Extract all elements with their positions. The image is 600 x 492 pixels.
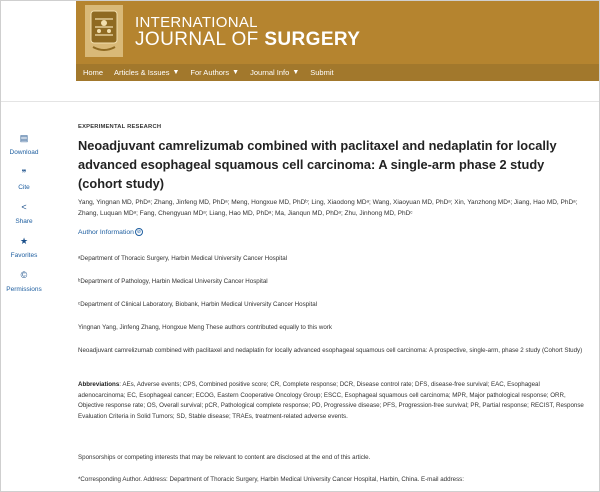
nav-item-label: Journal Info	[250, 68, 290, 77]
author-information-link[interactable]	[78, 228, 143, 236]
chevron-down-icon: ▼	[172, 69, 180, 76]
corresponding-author: *Corresponding Author. Address: Department of Thoracic Surgery, Harbin Medical University Cancer Hospital, Harbin, China. E-mail address:	[78, 476, 464, 483]
article-kicker: EXPERIMENTAL RESEARCH	[78, 124, 162, 130]
nav-item-home[interactable]	[83, 68, 103, 77]
sidebar-item-cite[interactable]	[1, 169, 47, 191]
abbreviations-text: : AEs, Adverse events; CPS, Combined positive score; CR, Complete response; DCR, Disease control rate; DFS, disease-free survival; EAC, Esophageal adenocarcinoma; EC, Esophageal cancer; ECOG, Eastern Cooperative Oncology Group; ESCC, Esophageal squamous cell carcinoma; MPR, Major pathological response; ORR, Objective response rate; OS, Overall survival; pCR, Pathological complete response; PD, Progressive disease; PFS, Progression-free survival; PR, Partial response; RECIST, Response Evaluation Criteria in Solid Tumors; SD, Stable disease; TRAEs, treatment-related adverse events.	[78, 381, 584, 420]
header-divider	[1, 101, 600, 102]
expand-icon: ⊘	[136, 229, 142, 235]
star-icon: ★	[19, 236, 29, 246]
sidebar-item-label: Permissions	[6, 286, 42, 293]
nav-item-label: Submit	[310, 68, 334, 77]
share-icon: <	[21, 202, 27, 212]
nav-item-label: For Authors	[190, 68, 230, 77]
sidebar-item-favorites[interactable]	[1, 237, 47, 259]
main-nav	[83, 64, 345, 81]
article-title: Neoadjuvant camrelizumab combined with paclitaxel and nedaplatin for locally advanced esophageal squamous cell carcinoma: A single-arm phase 2 study (cohort study)	[78, 138, 557, 191]
sidebar-item-download[interactable]	[1, 134, 47, 156]
sidebar-item-label: Share	[15, 218, 33, 225]
journal-logo[interactable]	[85, 5, 123, 57]
nav-item-submit[interactable]	[310, 68, 333, 77]
affiliation-c: ᶜDepartment of Clinical Laboratory, Biobank, Harbin Medical University Cancer Hospital	[78, 301, 318, 308]
nav-item-articles[interactable]	[114, 68, 179, 77]
quote-icon: ❞	[21, 168, 27, 178]
nav-item-journal-info[interactable]	[250, 68, 299, 77]
sidebar-item-share[interactable]	[1, 203, 47, 225]
sidebar-item-label: Cite	[18, 184, 30, 191]
author-information-label: Author Information	[78, 228, 134, 236]
affiliation-a: ᵃDepartment of Thoracic Surgery, Harbin Medical University Cancer Hospital	[78, 255, 288, 262]
chevron-down-icon: ▼	[232, 69, 240, 76]
abbreviations	[78, 380, 588, 422]
nav-item-for-authors[interactable]	[190, 68, 239, 77]
equal-contribution-note: Yingnan Yang, Jinfeng Zhang, Hongxue Meng These authors contributed equally to this work	[78, 324, 332, 331]
crest-icon	[85, 5, 123, 57]
sidebar-item-label: Favorites	[10, 252, 38, 259]
nav-item-label: Articles & Issues	[114, 68, 170, 77]
brand-line-1: INTERNATIONAL	[135, 14, 258, 31]
copyright-icon: ©	[20, 270, 28, 280]
brand-line-2-prefix: JOURNAL OF	[135, 29, 265, 50]
chevron-down-icon: ▼	[292, 69, 300, 76]
sidebar-item-label: Download	[9, 149, 39, 156]
author-list: Yang, Yingnan MD, PhDᵃ; Zhang, Jinfeng MD, PhDᵃ; Meng, Hongxue MD, PhDᵇ; Ling, Xiaodong MDᵃ; Wang, Xiaoyuan MD, PhDᵃ; Xin, Yanzhong MDᵃ; Jiang, Hao MD, PhDᵃ; Zhang, Luquan MDᵃ; Fang, Chengyuan MDᵃ; Liang, Hao MD, PhDᵃ; Ma, Jianqun MD, PhDᵃ; Zhu, Jinhong MD, PhDᶜ	[78, 199, 578, 217]
pdf-icon: ▤	[19, 133, 29, 143]
brand-line-2-bold: SURGERY	[264, 29, 361, 50]
alternate-title: Neoadjuvant camrelizumab combined with paclitaxel and nedaplatin for locally advanced esophageal squamous cell carcinoma: A prospective, single-arm, phase 2 study (Cohort Study)	[78, 347, 583, 354]
brand-line-2	[135, 29, 360, 51]
sidebar-item-permissions[interactable]	[1, 271, 47, 293]
affiliation-b: ᵇDepartment of Pathology, Harbin Medical University Cancer Hospital	[78, 278, 268, 285]
sponsorship-note: Sponsorships or competing interests that may be relevant to content are disclosed at the end of this article.	[78, 454, 371, 461]
abbreviations-label: Abbreviations	[78, 381, 120, 388]
nav-item-label: Home	[83, 68, 104, 77]
